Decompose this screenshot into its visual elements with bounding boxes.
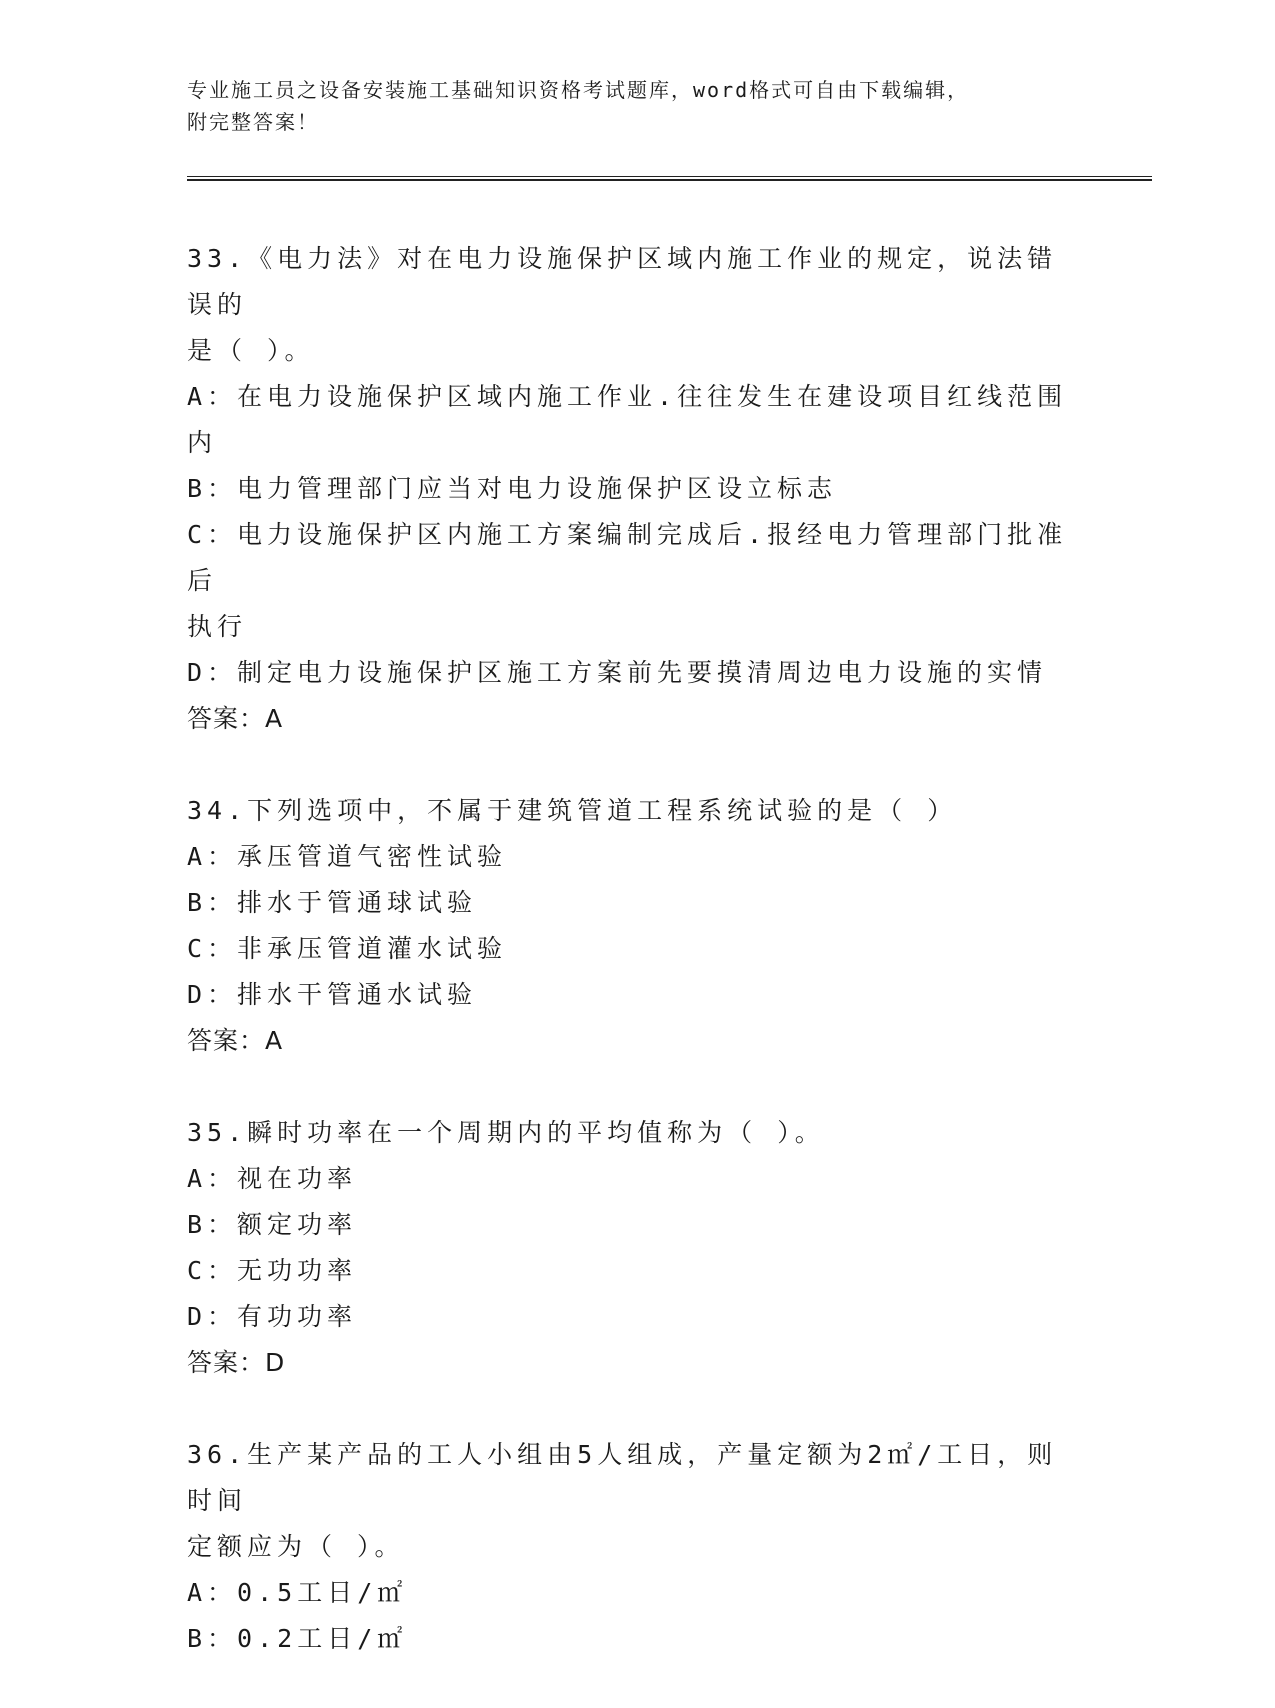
question-33 — [187, 236, 1087, 742]
question-stem-line: 34.下列选项中，不属于建筑管道工程系统试验的是（ ） — [187, 796, 958, 825]
option-c: C：电力设施保护区内施工方案编制完成后.报经电力管理部门批准后 — [187, 520, 1068, 595]
question-list — [187, 236, 1087, 1708]
document-header-text: 专业施工员之设备安装施工基础知识资格考试题库，word格式可自由下载编辑， 附完整答案！ — [187, 78, 970, 134]
option-a: A：视在功率 — [187, 1164, 358, 1193]
option-c: C：非承压管道灌水试验 — [187, 934, 508, 963]
option-a: A：在电力设施保护区域内施工作业.往往发生在建设项目红线范围内 — [187, 382, 1068, 457]
question-stem-line: 是（ ）。 — [187, 336, 315, 365]
option-c-continued: 执行 — [187, 612, 248, 641]
option-a: A：承压管道气密性试验 — [187, 842, 508, 871]
option-b: B：0.2工日/㎡ — [187, 1624, 408, 1653]
option-d: D：排水干管通水试验 — [187, 980, 478, 1009]
option-b: B：排水于管通球试验 — [187, 888, 478, 917]
question-stem-line: 33.《电力法》对在电力设施保护区域内施工作业的规定，说法错误的 — [187, 244, 1058, 319]
question-stem-line: 35.瞬时功率在一个周期内的平均值称为（ ）。 — [187, 1118, 825, 1147]
option-b: B：额定功率 — [187, 1210, 358, 1239]
option-d: D：制定电力设施保护区施工方案前先要摸清周边电力设施的实情 — [187, 658, 1048, 687]
option-b: B：电力管理部门应当对电力设施保护区设立标志 — [187, 474, 838, 503]
question-34 — [187, 788, 1087, 1064]
question-36 — [187, 1432, 1087, 1662]
question-35 — [187, 1110, 1087, 1386]
answer-text: 答案：A — [187, 704, 284, 733]
header-divider — [187, 176, 1152, 181]
answer-text: 答案：A — [187, 1026, 284, 1055]
question-stem-line: 定额应为（ ）。 — [187, 1532, 405, 1561]
option-c: C：无功功率 — [187, 1256, 358, 1285]
option-a: A：0.5工日/㎡ — [187, 1578, 408, 1607]
question-stem-line: 36.生产某产品的工人小组由5人组成，产量定额为2㎡/工日，则时间 — [187, 1440, 1058, 1515]
answer-text: 答案：D — [187, 1348, 286, 1377]
option-d: D：有功功率 — [187, 1302, 358, 1331]
